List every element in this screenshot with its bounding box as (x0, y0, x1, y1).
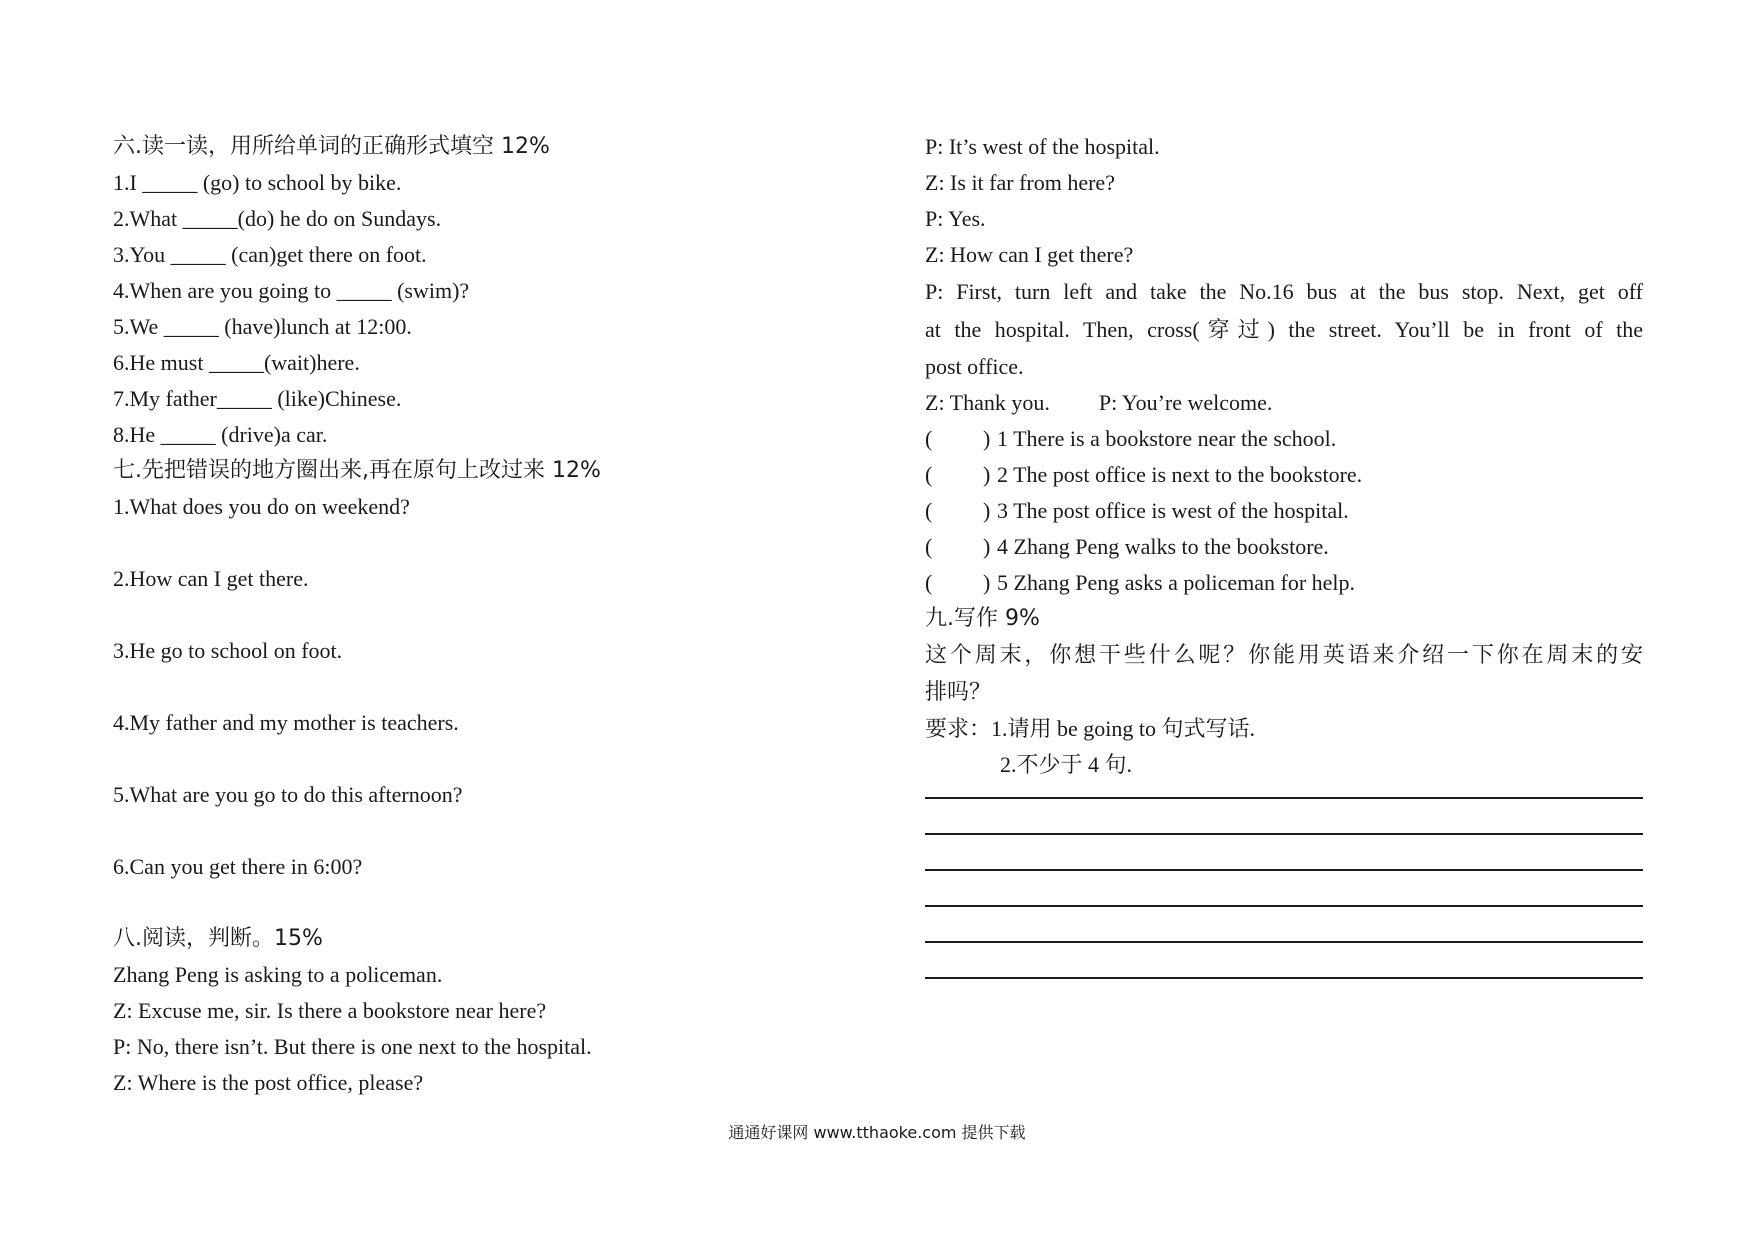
dialogue-line-2: P: No, there isn’t. But there is one next to the hospital. (113, 1034, 592, 1059)
judgement-text: 2 The post office is next to the bookstore. (997, 462, 1363, 487)
writing-line[interactable] (925, 869, 1643, 905)
dialogue-directions-line-1: P: First, turn left and take the No.16 bus at the bus stop. Next, get off (925, 279, 1643, 304)
fill-blank-item-4: 4.When are you going to _____ (swim)? (113, 278, 470, 303)
writing-prompt-line-1: 这个周末，你想干些什么呢？你能用英语来介绍一下你在周末的安 (925, 643, 1643, 668)
judgement-item-3 (925, 493, 1643, 529)
writing-line[interactable] (925, 797, 1643, 833)
fill-blank-item-6: 6.He must _____(wait)here. (113, 350, 360, 375)
section-8-heading: 八.阅读，判断。15% (113, 926, 323, 951)
writing-line[interactable] (925, 941, 1643, 977)
right-column (925, 129, 1643, 1013)
dialogue-line-5: Z: Is it far from here? (925, 170, 1115, 195)
thanks-z: Z: Thank you. (925, 390, 1050, 415)
judgement-item-2 (925, 457, 1643, 493)
answer-paren-open: ( (925, 534, 933, 559)
judgement-text: 5 Zhang Peng asks a policeman for help. (997, 570, 1356, 595)
judgement-item-5 (925, 565, 1643, 601)
dialogue-directions-line-3: post office. (925, 354, 1024, 379)
dialogue-line-1: Z: Excuse me, sir. Is there a bookstore near here? (113, 998, 547, 1023)
section-6-heading: 六.读一读，用所给单词的正确形式填空 12% (113, 134, 550, 159)
dialogue-directions-line-2: at the hospital. Then, cross(穿过) the street. You’ll be in front of the (925, 317, 1643, 342)
page-footer: 通通好课网 www.tthaoke.com 提供下载 (728, 1123, 1026, 1142)
judgement-text: 1 There is a bookstore near the school. (997, 426, 1337, 451)
fill-blank-item-7: 7.My father_____ (like)Chinese. (113, 386, 402, 411)
writing-line[interactable] (925, 977, 1643, 1013)
judgement-text: 3 The post office is west of the hospital. (997, 498, 1349, 523)
writing-line[interactable] (925, 905, 1643, 941)
dialogue-thanks (925, 385, 1643, 421)
fill-blank-item-1: 1.I _____ (go) to school by bike. (113, 170, 402, 195)
answer-paren-open: ( (925, 570, 933, 595)
answer-paren-close: ) (983, 570, 991, 595)
correction-item-4: 4.My father and my mother is teachers. (113, 710, 459, 735)
section-9-heading: 九.写作 9% (925, 606, 1040, 631)
writing-requirement-2: 2.不少于 4 句. (1000, 752, 1133, 777)
dialogue-line-3: Z: Where is the post office, please? (113, 1070, 424, 1095)
answer-paren-open: ( (925, 426, 933, 451)
writing-requirement-1: 要求：1.请用 be going to 句式写话. (925, 716, 1255, 741)
writing-prompt-line-2: 排吗？ (925, 680, 992, 705)
answer-paren-close: ) (983, 534, 991, 559)
answer-paren-close: ) (983, 462, 991, 487)
answer-paren-open: ( (925, 462, 933, 487)
correction-item-3: 3.He go to school on foot. (113, 638, 343, 663)
correction-item-5: 5.What are you go to do this afternoon? (113, 782, 463, 807)
judgement-item-1 (925, 421, 1643, 457)
answer-paren-close: ) (983, 498, 991, 523)
writing-line[interactable] (925, 833, 1643, 869)
correction-item-2: 2.How can I get there. (113, 566, 309, 591)
writing-area[interactable] (925, 797, 1643, 1013)
answer-paren-open: ( (925, 498, 933, 523)
dialogue-line-6: P: Yes. (925, 206, 986, 231)
fill-blank-item-2: 2.What _____(do) he do on Sundays. (113, 206, 442, 231)
left-column (113, 129, 913, 1101)
correction-item-1: 1.What does you do on weekend? (113, 494, 410, 519)
section-7-heading: 七.先把错误的地方圈出来,再在原句上改过来 12% (113, 458, 601, 483)
fill-blank-item-5: 5.We _____ (have)lunch at 12:00. (113, 314, 412, 339)
fill-blank-item-8: 8.He _____ (drive)a car. (113, 422, 328, 447)
dialogue-line-7: Z: How can I get there? (925, 242, 1134, 267)
fill-blank-item-3: 3.You _____ (can)get there on foot. (113, 242, 427, 267)
correction-item-6: 6.Can you get there in 6:00? (113, 854, 363, 879)
judgement-text: 4 Zhang Peng walks to the bookstore. (997, 534, 1329, 559)
judgement-item-4 (925, 529, 1643, 565)
reading-intro: Zhang Peng is asking to a policeman. (113, 962, 443, 987)
dialogue-line-4: P: It’s west of the hospital. (925, 134, 1160, 159)
answer-paren-close: ) (983, 426, 991, 451)
thanks-p: P: You’re welcome. (1098, 390, 1273, 415)
